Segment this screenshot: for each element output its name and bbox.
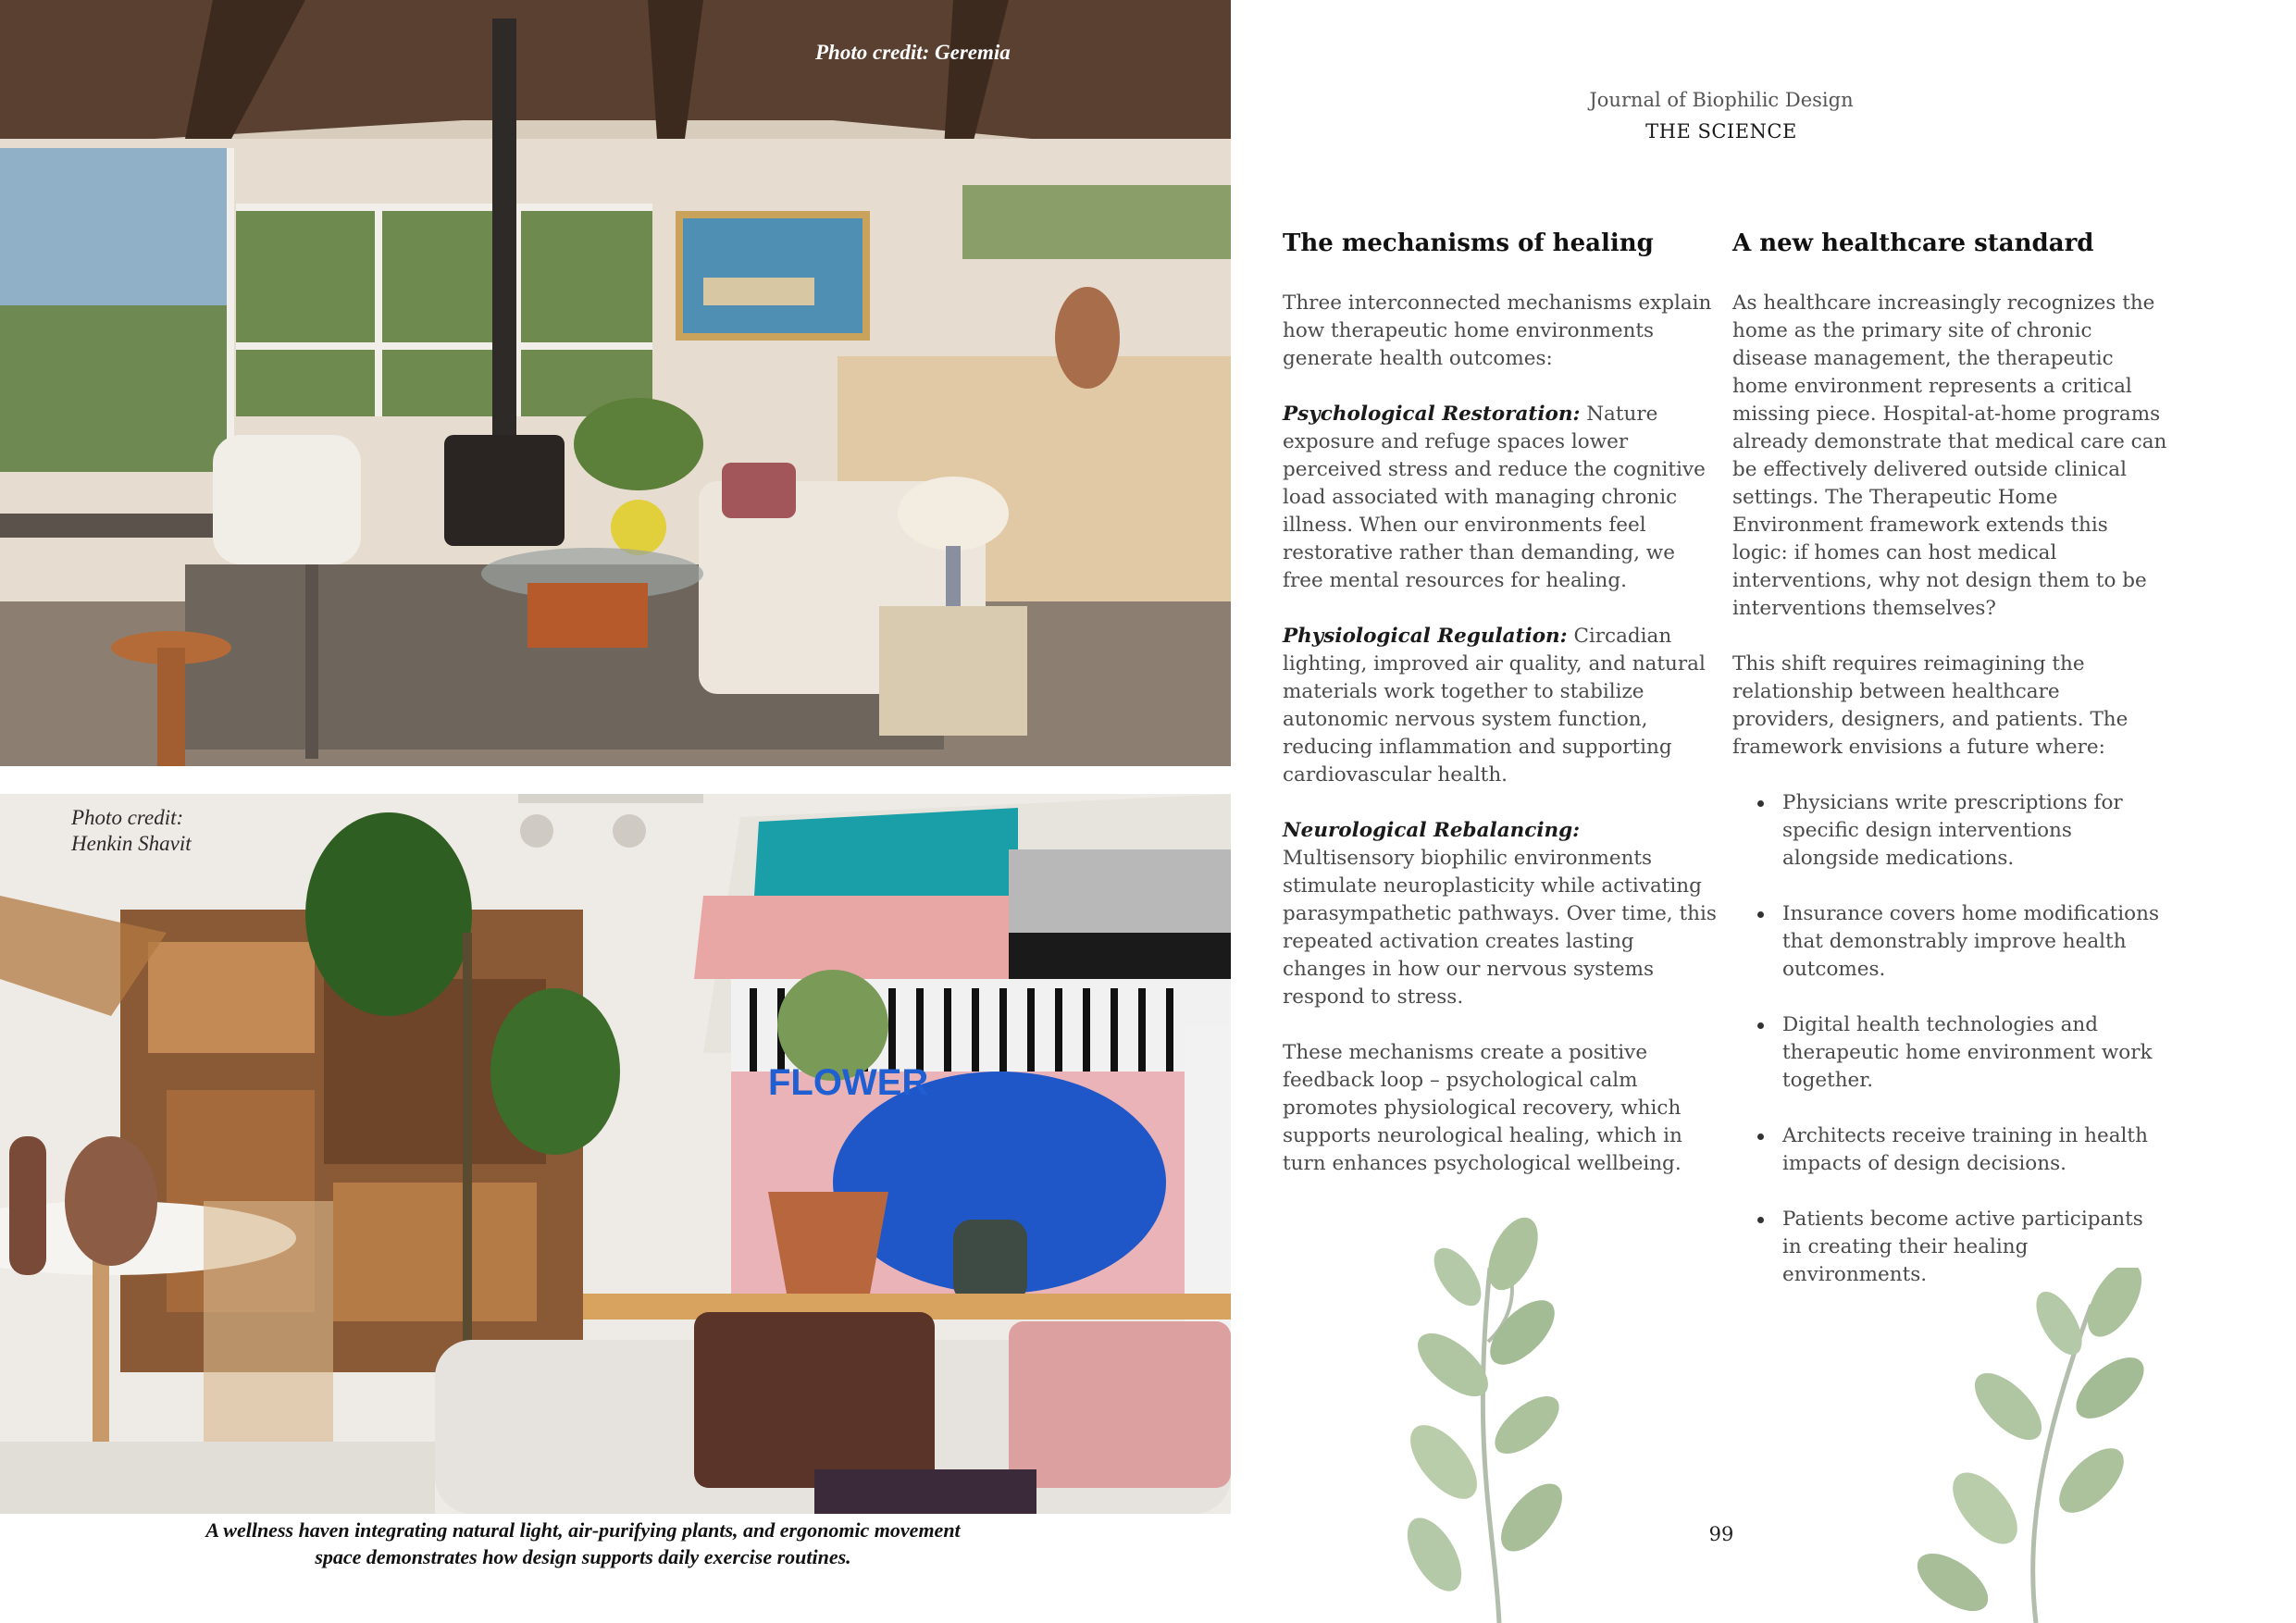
column-mechanisms [1283,229,1718,1206]
plant-sprig-illustration [1897,1268,2175,1623]
mural-text: FLOWER [768,1062,929,1103]
paragraph-1: As healthcare increasingly recognizes the home as the primary site of chronic disease management, the therapeutic home environment represents a critical missing piece. Hospital-at-home programs already demonstrate that medical care can be effectively delivered outside clinical settings. The Therapeutic Home Environment framework extends this logic: if homes can host medical interventions, why not design them to be interventions themselves? [1732,291,2167,621]
mechanism-lead: Neurological Rebalancing: [1283,819,1581,843]
heading-part-2: standard [1974,229,2094,257]
paragraph-2: This shift requires reimagining the relationship between healthcare providers, designers, and patients. The framework envisions a future where: [1732,652,2128,760]
column-healthcare-standard [1732,229,2167,1317]
mechanism-lead: Physiological Regulation: [1283,625,1568,649]
list-item: Insurance covers home modifications that demonstrably improve health outcomes. [1732,900,2167,984]
journal-name: Journal of Biophilic Design [1589,89,1854,111]
mechanism-paragraph [1283,401,1718,595]
photo-caption: A wellness haven integrating natural light, air-purifying plants, and ergonomic movement space demonstrates how design supports daily exercise routines. [205,1518,961,1568]
intro-paragraph: Three interconnected mechanisms explain how therapeutic home environments generate health outcomes: [1283,291,1712,371]
mechanism-text: Multisensory biophilic environments stimulate neuroplasticity while activating parasympathetic pathways. Over time, this repeated activation creates lasting changes in how our nervous systems respond to stress. [1283,847,1717,1010]
heading-healthcare-standard [1732,229,2167,258]
mechanism-paragraph [1283,817,1718,1011]
heading-mechanisms: The mechanisms of healing [1283,229,1654,257]
photo-credit-bottom: Photo credit: Henkin Shavit [71,806,192,855]
future-list [1732,789,2167,1289]
living-room-photo [0,0,1231,766]
list-item: Architects receive training in health impacts of design decisions. [1732,1122,2167,1178]
wellness-room-illustration [0,794,1231,1514]
mechanism-paragraph [1283,623,1718,789]
section-name: THE SCIENCE [1645,120,1797,142]
list-item: Physicians write prescriptions for specific design interventions alongside medications. [1732,789,2167,873]
wellness-room-photo [0,794,1231,1514]
list-item: Patients become active participants in creating their healing environments. [1732,1206,2167,1289]
page-number: 99 [1708,1523,1734,1545]
plant-sprig-illustration [1333,1212,1629,1623]
mechanism-lead: Psychological Restoration: [1283,403,1581,427]
living-room-illustration [0,0,1231,766]
closing-paragraph: These mechanisms create a positive feedback loop – psychological calm promotes physiological recovery, which supports neurological healing, which in turn enhances psychological wellbeing. [1283,1041,1682,1176]
mechanism-text: Circadian lighting, improved air quality, and natural materials work together to stabilize autonomic nervous system function, reducing inflammation and supporting cardiovascular health. [1283,625,1706,787]
heading-part-1: A new healthcare [1732,229,1975,257]
list-item: Digital health technologies and therapeutic home environment work together. [1732,1011,2167,1095]
photo-credit-top: Photo credit: Geremia [815,41,1011,64]
running-header [1518,89,1925,142]
mechanism-text: Nature exposure and refuge spaces lower perceived stress and reduce the cognitive load associated with managing chronic illness. When our environments feel restorative rather than demanding, we free mental resources for healing. [1283,403,1706,593]
